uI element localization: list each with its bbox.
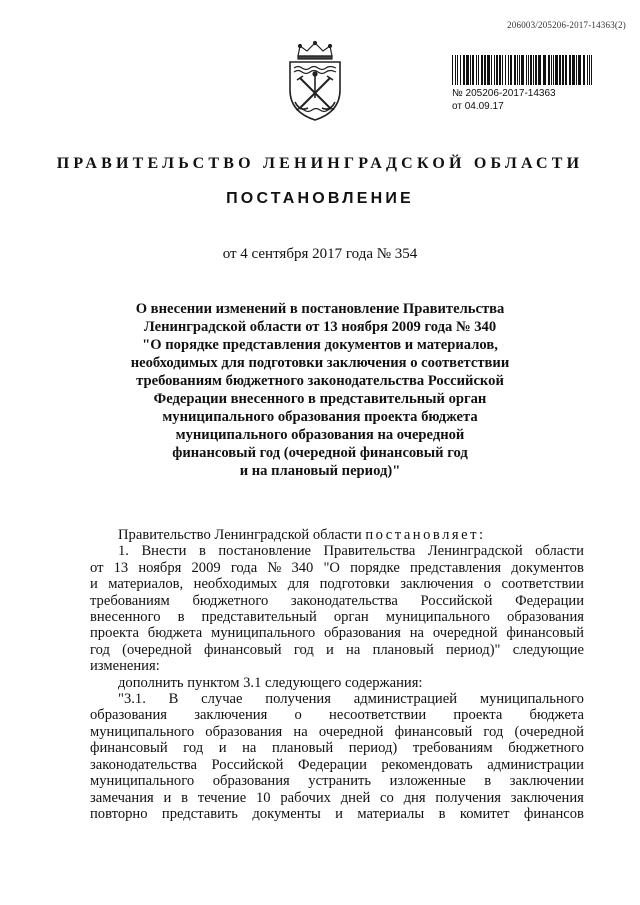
barcode-bar <box>583 55 585 85</box>
word: 13 <box>113 559 129 576</box>
barcode-bar <box>562 55 564 85</box>
word: для <box>287 576 310 593</box>
barcode-bar <box>572 55 575 85</box>
word: муниципального <box>211 625 316 642</box>
word: год <box>483 723 504 740</box>
word: документы <box>252 805 321 822</box>
word: год <box>90 641 110 658</box>
word: заключении <box>509 773 584 790</box>
barcode-bar <box>578 55 581 85</box>
barcode-bar <box>491 55 492 85</box>
barcode-bar <box>548 55 550 85</box>
word: ноября <box>138 559 182 576</box>
word: В <box>168 691 179 708</box>
barcode-bar <box>543 55 546 85</box>
barcode-bar <box>576 55 577 85</box>
barcode-bar <box>587 55 588 85</box>
subject-line: необходимых для подготовки заключения о соответствии <box>130 355 510 371</box>
preamble-verb: постановляет: <box>365 527 486 543</box>
barcode-bar <box>476 55 477 85</box>
barcode-bar <box>452 55 453 85</box>
barcode-bar <box>510 55 512 85</box>
barcode-bar <box>484 55 486 85</box>
barcode-bar <box>478 55 479 85</box>
word: муниципального <box>385 609 490 626</box>
subject-line: требованиям бюджетного законодательства Российской <box>136 373 504 389</box>
word: образования <box>205 723 283 740</box>
barcode-bar <box>494 55 495 85</box>
barcode-bar <box>530 55 532 85</box>
barcode-bar <box>528 55 529 85</box>
word: образования <box>323 625 401 642</box>
word: представления <box>410 559 502 576</box>
word: требованиям <box>412 740 493 757</box>
barcode-bar <box>589 55 590 85</box>
word: "О <box>323 559 340 576</box>
clause-line <box>90 740 584 756</box>
word: финансовый <box>394 723 473 740</box>
word: 340 <box>291 559 314 576</box>
decree-title: ПОСТАНОВЛЕНИЕ <box>226 190 414 207</box>
barcode-bar <box>526 55 527 85</box>
word: внесенного <box>90 609 161 626</box>
barcode-bar <box>553 55 554 85</box>
word: законодательства <box>90 756 197 773</box>
subject-line: муниципального образования на очередной <box>175 427 465 443</box>
barcode-bar <box>457 55 458 85</box>
registration-block <box>452 55 592 113</box>
word: финансовый <box>203 641 282 658</box>
item-1 <box>90 543 584 674</box>
word: проекта <box>90 625 139 642</box>
subject-line: О внесении изменений в постановление Правительства <box>135 301 505 317</box>
word: устранить <box>308 773 372 790</box>
word: следующие <box>512 641 584 658</box>
subject-line: и на плановый период)" <box>239 463 401 479</box>
word: области <box>535 543 584 560</box>
word: необходимых <box>193 576 278 593</box>
clause-3-1 <box>90 691 584 822</box>
word: материалов, <box>108 576 184 593</box>
subject-line: Ленинградской области от 13 ноября 2009 года № 340 <box>143 319 497 335</box>
barcode-bar <box>470 55 471 85</box>
word: о <box>483 576 492 593</box>
barcode-bar <box>521 55 524 85</box>
word: повторно <box>90 805 148 822</box>
word: бюджета <box>529 707 584 724</box>
barcode-bar <box>555 55 558 85</box>
word: 10 <box>256 789 271 806</box>
word: в <box>438 805 446 822</box>
item-1-line <box>118 543 584 559</box>
word: очередной <box>432 625 498 642</box>
word: (очередной <box>122 641 192 658</box>
barcode-bar <box>517 55 518 85</box>
item-1-line <box>90 576 584 592</box>
clause-line <box>90 790 584 806</box>
barcode-bar <box>519 55 520 85</box>
barcode <box>452 55 592 85</box>
word: и <box>163 789 172 806</box>
word: дня <box>403 789 426 806</box>
word: дней <box>340 789 371 806</box>
barcode-bar <box>508 55 509 85</box>
word: образования <box>212 773 290 790</box>
government-title: ПРАВИТЕЛЬСТВО ЛЕНИНГРАДСКОЙ ОБЛАСТИ <box>56 155 584 172</box>
word: заключения <box>194 707 268 724</box>
word: заключения <box>400 576 474 593</box>
word: в <box>181 789 189 806</box>
barcode-bar <box>538 55 541 85</box>
coat-of-arms-emblem <box>280 38 350 124</box>
word: подготовки <box>319 576 390 593</box>
barcode-bar <box>466 55 469 85</box>
word: орган <box>333 609 369 626</box>
word: года <box>230 559 258 576</box>
word: замечания <box>90 789 154 806</box>
clause-line <box>90 707 584 723</box>
word: муниципального <box>479 691 584 708</box>
barcode-bar <box>533 55 534 85</box>
word: муниципального <box>90 723 195 740</box>
item-1-line <box>90 609 584 625</box>
word: на <box>409 625 425 642</box>
barcode-bar <box>591 55 592 85</box>
word: законодательства <box>290 592 398 609</box>
registration-date: от 04.09.17 <box>452 101 504 112</box>
word: на <box>293 723 308 740</box>
word: и <box>335 805 343 822</box>
word: порядке <box>350 559 400 576</box>
word: случае <box>201 691 243 708</box>
word: Правительства <box>323 543 416 560</box>
word: комитет <box>459 805 510 822</box>
decree-body <box>90 527 584 822</box>
registration-number: № 205206-2017-14363 <box>452 88 556 99</box>
word: "3.1. <box>118 691 146 708</box>
item-1-line <box>90 625 584 641</box>
word: год <box>293 641 314 658</box>
word: финансов <box>523 805 584 822</box>
word: требованиям <box>90 592 170 609</box>
barcode-bar <box>472 55 474 85</box>
word: заключения <box>510 789 584 806</box>
barcode-bar <box>565 55 567 85</box>
barcode-bar <box>559 55 561 85</box>
word: получения <box>265 691 331 708</box>
word: Внести <box>141 543 187 560</box>
supplement-line: дополнить пунктом 3.1 следующего содержания: <box>118 674 423 691</box>
barcode-bar <box>505 55 506 85</box>
item-1-line: изменения: <box>90 658 160 675</box>
barcode-bar <box>487 55 490 85</box>
word: рабочих <box>280 789 331 806</box>
word: администрацией <box>353 691 458 708</box>
word: представительный <box>201 609 317 626</box>
word: образования <box>90 707 167 724</box>
word: образования <box>507 609 584 626</box>
barcode-bar <box>535 55 537 85</box>
word: период)" <box>446 641 501 658</box>
word: постановление <box>218 543 312 560</box>
word: финансовый <box>506 625 584 642</box>
word: течение <box>197 789 247 806</box>
word: Российской <box>211 756 284 773</box>
word: в <box>198 543 206 560</box>
word: на <box>346 641 361 658</box>
word: несоответствии <box>329 707 427 724</box>
word: получения <box>435 789 501 806</box>
barcode-bar <box>499 55 501 85</box>
barcode-bar <box>481 55 483 85</box>
word: на <box>242 740 257 757</box>
preamble-lead: Правительство Ленинградской области <box>118 527 362 543</box>
barcode-bar <box>496 55 498 85</box>
word: 2009 <box>191 559 221 576</box>
word: период) <box>348 740 398 757</box>
word: Федерации <box>297 756 367 773</box>
subject-line: муниципального образования проекта бюджета <box>162 409 478 425</box>
word: очередной <box>318 723 384 740</box>
subject-line: Федерации внесенного в представительный орган <box>153 391 487 407</box>
decree-date-number: от 4 сентября 2017 года № 354 <box>222 246 418 262</box>
word: плановый <box>271 740 334 757</box>
decree-subject <box>100 300 540 480</box>
word: финансовый <box>90 740 168 757</box>
word: муниципального <box>90 773 195 790</box>
subject-line: "О порядке представления документов и материалов, <box>142 337 498 353</box>
word: и <box>90 576 98 593</box>
word: бюджета <box>147 625 203 642</box>
word: проекта <box>453 707 503 724</box>
word: год <box>183 740 204 757</box>
word: и <box>326 641 334 658</box>
word: администрации <box>487 756 584 773</box>
item-1-line <box>90 642 584 658</box>
barcode-bar <box>502 55 503 85</box>
word: от <box>90 559 104 576</box>
word: рекомендовать <box>381 756 473 773</box>
word: № <box>267 559 282 576</box>
word: и <box>218 740 227 757</box>
item-1-line <box>90 560 584 576</box>
word: документов <box>511 559 584 576</box>
barcode-bar <box>455 55 456 85</box>
clause-line <box>90 773 584 789</box>
word: в <box>484 773 492 790</box>
barcode-bar <box>463 55 465 85</box>
barcode-bar <box>514 55 516 85</box>
barcode-bar <box>551 55 552 85</box>
word: плановый <box>372 641 434 658</box>
subject-line: финансовый год (очередной финансовый год <box>172 445 468 461</box>
clause-line <box>118 691 584 707</box>
word: соответствии <box>501 576 584 593</box>
word: материалы <box>357 805 425 822</box>
word: 1. <box>118 543 129 560</box>
word: Российской <box>420 592 493 609</box>
word: (очередной <box>514 723 584 740</box>
word: в <box>177 609 185 626</box>
word: бюджетного <box>508 740 584 757</box>
word: Федерации <box>515 592 584 609</box>
preamble <box>90 527 584 543</box>
word: Ленинградской <box>427 543 523 560</box>
barcode-bar <box>460 55 461 85</box>
barcode-bar <box>569 55 571 85</box>
word: бюджетного <box>192 592 269 609</box>
word: представить <box>161 805 238 822</box>
word: изложенные <box>389 773 466 790</box>
clause-line <box>90 724 584 740</box>
word: со <box>380 789 394 806</box>
document-code: 206003/205206-2017-14363(2) <box>507 20 626 30</box>
item-1-line <box>90 593 584 609</box>
word: о <box>294 707 302 724</box>
clause-line <box>90 757 584 773</box>
clause-line <box>90 806 584 822</box>
